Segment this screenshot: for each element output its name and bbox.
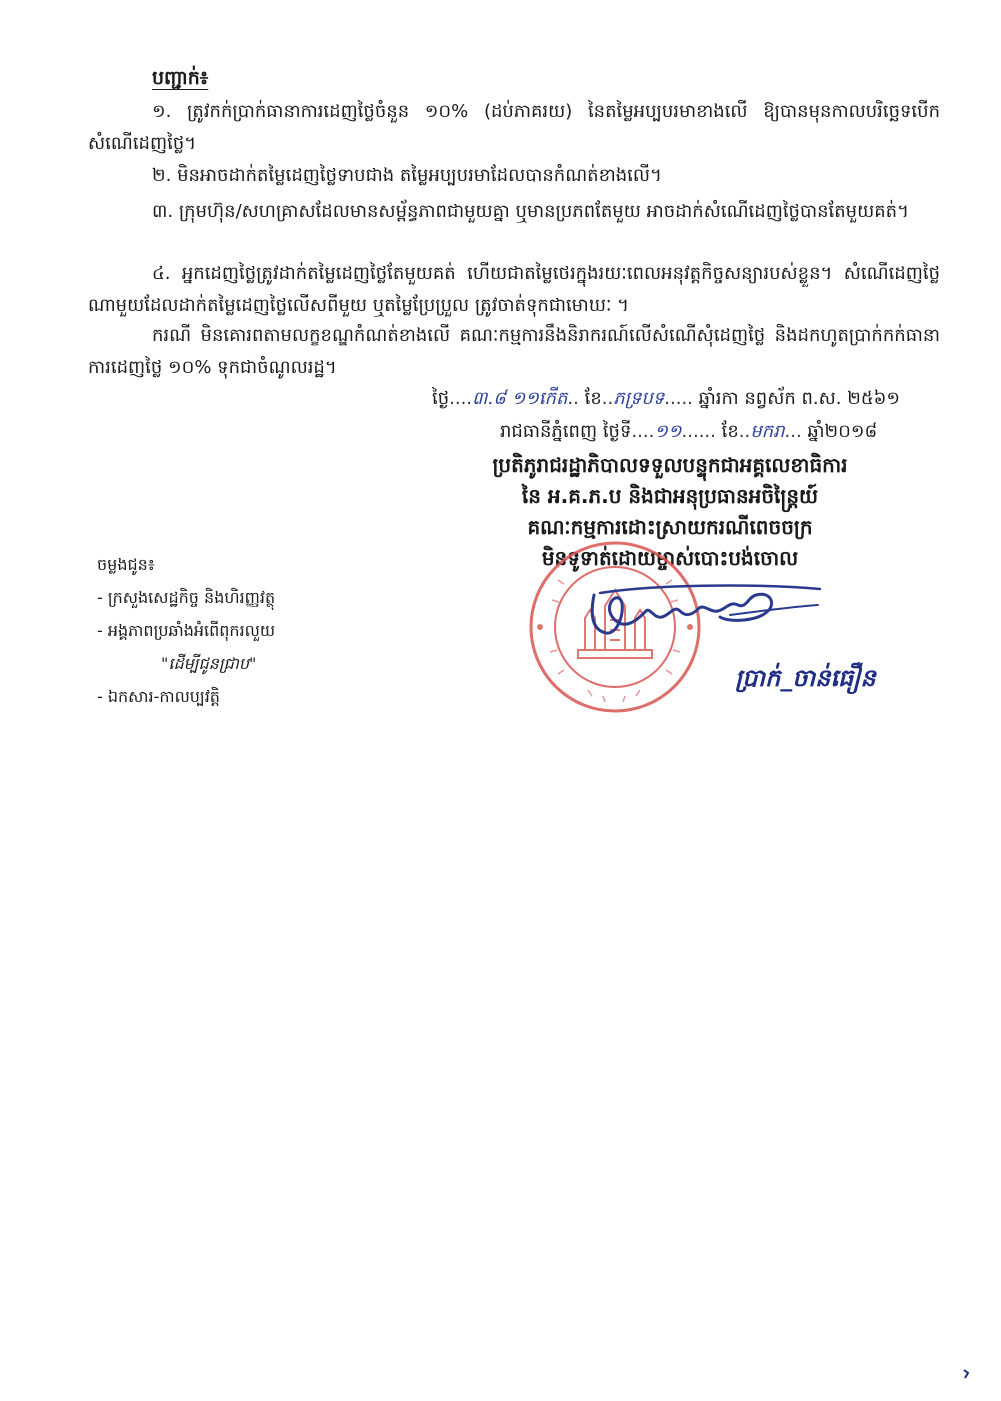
note-paragraph-3-text: ៣. ក្រុមហ៊ុន/សហគ្រាសដែលមានសម្ព័ន្ធភាពជាមួយគ្នា ឬមានប្រភពតែមួយ អាចដាក់សំណើដេញថ្លៃបានតែមួយគត់។: [152, 201, 909, 222]
solar-date-month: មករា: [750, 421, 785, 442]
lunar-date-line: ថ្ងៃ....៣.៨ ១១កើត.. ខែ..ភទ្របទ..... ឆ្នាំរកា នព្វស័ក ព.ស. ២៥៦១: [432, 388, 900, 409]
section-heading: បញ្ជាក់៖: [152, 67, 209, 89]
signatory-title-line-3: គណៈកម្មការដោះស្រាយករណីពេចចក្រ: [527, 515, 813, 539]
solar-date-suffix: ឆ្នាំ២០១៨: [807, 421, 878, 442]
signatory-title-line-4: មិនទូទាត់ដោយម្ចាស់បោះបង់ចោល: [541, 546, 799, 570]
scan-speck-mark: [962, 1369, 970, 1379]
note-paragraph-3: [88, 196, 940, 228]
signatory-title-line-2: នៃ អ.គ.ភ.ប និងជាអនុប្រធានអចិន្ត្រៃយ៍: [521, 484, 819, 508]
note-paragraph-2: [88, 160, 940, 192]
copies-to-list: [97, 548, 275, 713]
note-paragraph-5-text: ករណី មិនគោរពតាមលក្ខខណ្ឌកំណត់ខាងលើ គណៈកម្មការនឹងនិរាករណ៍លើសំណើសុំដេញថ្លៃ និងដកហូតប្រាក់កក់ធានាការដេញថ្លៃ ១០% ទុកជាចំណូលរដ្ឋ។: [88, 325, 940, 378]
solar-date-prefix: រាជធានីភ្នំពេញ ថ្ងៃទី: [500, 421, 632, 442]
note-paragraph-1-text: ១. ត្រូវកក់ប្រាក់ធានាការដេញថ្លៃចំនួន ១០% (ដប់ភាគរយ) នៃតម្លៃអប្បបរមាខាងលើ ឱ្យបានមុនកាលបរិច្ឆេទបើកសំណើដេញថ្លៃ។: [88, 101, 940, 154]
lunar-date-suffix: ឆ្នាំរកា នព្វស័ក ព.ស. ២៥៦១: [698, 388, 900, 409]
note-paragraph-4-text: ៤. អ្នកដេញថ្លៃត្រូវដាក់តម្លៃដេញថ្លៃតែមួយគត់ ហើយជាតម្លៃថេរក្នុងរយៈពេលអនុវត្តកិច្ចសន្យារបស់ខ្លួន។ សំណើដេញថ្លៃណាមួយដែលដាក់តម្លៃដេញថ្លៃលើសពីមួយ ឬតម្លៃប្រែប្រួល ត្រូវចាត់ទុកជាមោឃៈ ។: [88, 263, 940, 316]
solar-date-month-prefix: ខែ: [721, 421, 739, 442]
note-paragraph-4: [88, 258, 940, 322]
signer-name: ប្រាក់_ចាន់ធឿន: [735, 663, 876, 692]
solar-date-line: រាជធានីភ្នំពេញ ថ្ងៃទី....១១...... ខែ..មករា... ឆ្នាំ២០១៨: [500, 421, 878, 442]
copies-title: ចម្លងជូន៖: [97, 555, 155, 574]
lunar-date-prefix: ថ្ងៃ: [432, 388, 450, 409]
copies-note: "ដើម្បីជូនជ្រាប": [161, 654, 257, 673]
lunar-date-month: ភទ្របទ: [613, 388, 665, 409]
handwritten-signature: [580, 575, 830, 645]
solar-date-day: ១១: [654, 421, 682, 442]
note-paragraph-5: [88, 320, 940, 384]
note-paragraph-2-text: ២. មិនអាចដាក់តម្លៃដេញថ្លៃទាបជាង តម្លៃអប្បបរមាដែលបានកំណត់ខាងលើ។: [152, 165, 662, 186]
signatory-title-line-1: ប្រតិភូរាជរដ្ឋាភិបាលទទួលបន្ទុកជាអគ្គលេខាធិការ: [492, 453, 848, 477]
note-paragraph-1: [88, 96, 940, 160]
copies-item-1: - ក្រសួងសេដ្ឋកិច្ច និងហិរញ្ញវត្ថុ: [97, 588, 276, 607]
copies-item-3: - ឯកសារ-កាលប្បវត្តិ: [97, 687, 220, 706]
copies-item-2: - អង្គភាពប្រឆាំងអំពើពុករលួយ: [97, 621, 276, 640]
lunar-date-day: ៣.៨ ១១កើត: [472, 388, 568, 409]
lunar-date-month-prefix: ខែ: [584, 388, 602, 409]
